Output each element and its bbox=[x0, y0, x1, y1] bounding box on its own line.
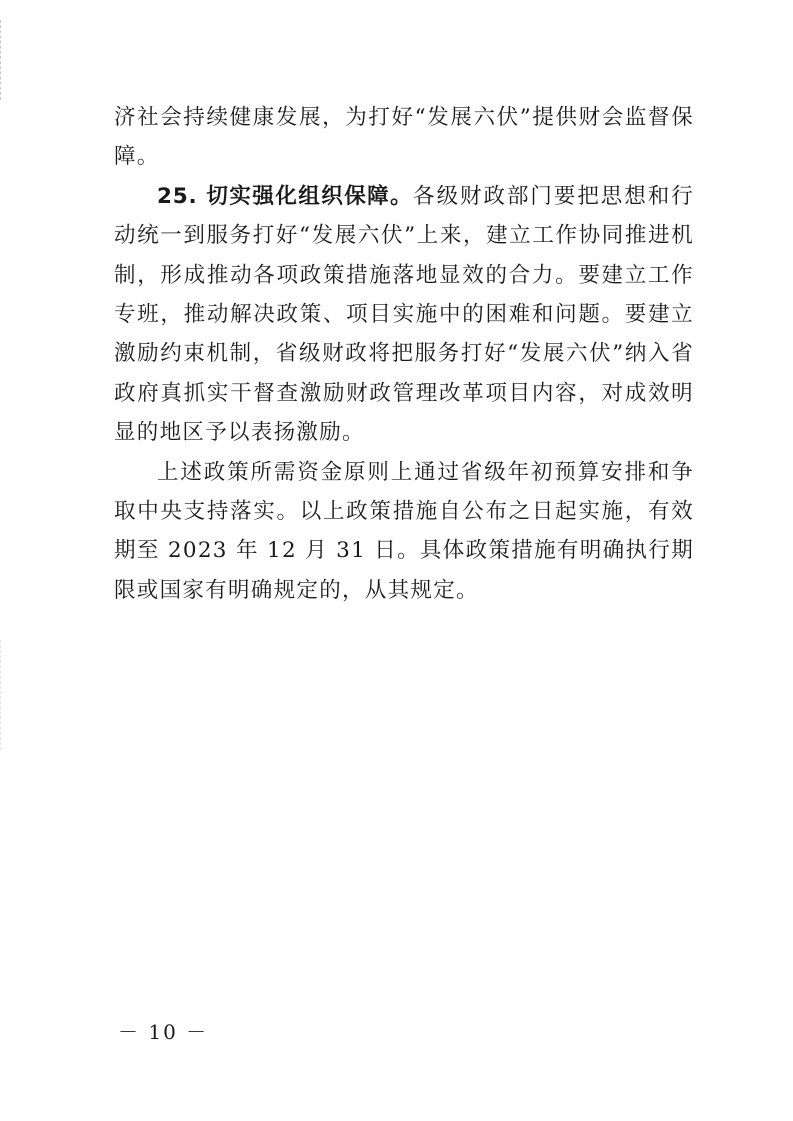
page-number: － 10 － bbox=[118, 1020, 209, 1044]
section-heading: 25. 切实强化组织保障。 bbox=[157, 183, 414, 209]
paragraph-funding-validity bbox=[114, 453, 694, 611]
paragraph-text: 济社会持续健康发展，为打好“发展六伏”提供财会监督保障。 bbox=[114, 105, 694, 170]
paragraph-continuation bbox=[114, 98, 694, 177]
paragraph-text: 上述政策所需资金原则上通过省级年初预算安排和争取中央支持落实。以上政策措施自公布之日起实施，有效期至 2023 年 12 月 31 日。具体政策措施有明确执行期限或国家有明确规定的，从其规定。 bbox=[114, 459, 694, 603]
scan-edge-mark bbox=[0, 20, 5, 100]
scan-edge-mark bbox=[0, 640, 5, 750]
paragraph-text: 各级财政部门要把思想和行动统一到服务打好“发展六伏”上来，建立工作协同推进机制，形成推动各项政策措施落地显效的合力。要建立工作专班，推动解决政策、项目实施中的困难和问题。要建立激励约束机制，省级财政将把服务打好“发展六伏”纳入省政府真抓实干督查激励财政管理改革项目内容，对成效明显的地区予以表扬激励。 bbox=[114, 183, 694, 446]
paragraph-organizational-guarantee bbox=[114, 177, 694, 453]
document-body bbox=[114, 98, 694, 610]
